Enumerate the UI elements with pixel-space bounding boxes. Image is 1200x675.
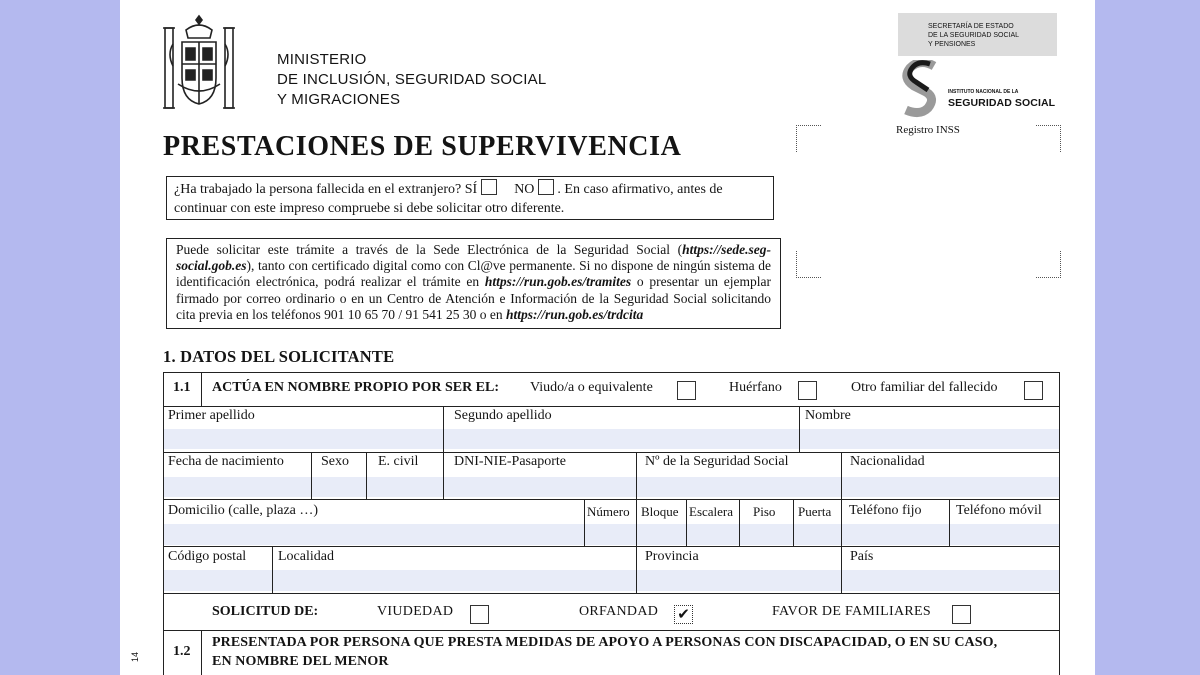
pais-field[interactable] [842,570,1059,591]
stamp-corner [796,125,821,152]
numero-field[interactable] [585,524,636,545]
table-line [201,630,202,675]
foreign-no-checkbox[interactable] [538,179,554,195]
form-page [120,0,1095,675]
foreign-line-2: continuar con este impreso compruebe si debe solicitar otro diferente. [174,201,565,216]
localidad-field[interactable] [273,570,636,591]
nss-field[interactable] [637,477,841,497]
numero-label: Número [587,504,630,519]
segundo-apellido-label: Segundo apellido [454,408,552,423]
estado-civil-label: E. civil [378,454,419,469]
telefono-movil-label: Teléfono móvil [956,503,1042,518]
foreign-yes-checkbox[interactable] [481,179,497,195]
piso-label: Piso [753,504,776,519]
ministry-line-2: DE INCLUSIÓN, SEGURIDAD SOCIAL [277,71,547,88]
fecha-nacimiento-field[interactable] [164,477,311,497]
info-text-3: o presentar un ejemplar firmado por correo ordinario o en un Centro de Atención e Información de la Seguridad Social solicitando cita previa en los teléfonos 901 10 65 70 / 91 541 25 30 o en [176,274,771,322]
favor-familiares-checkbox[interactable] [952,605,971,624]
codigo-postal-field[interactable] [164,570,272,591]
foreign-work-question [166,176,774,220]
table-line [164,499,1059,500]
sexo-field[interactable] [312,477,366,497]
spain-coat-of-arms-icon [160,14,238,116]
foreign-question-text: ¿Ha trabajado la persona fallecida en el extranjero? [174,182,462,197]
orfandad-checkbox[interactable]: ✔ [674,605,693,624]
stamp-corner [1036,251,1061,278]
secretaria-line-2: DE LA SEGURIDAD SOCIAL [928,32,1020,39]
dni-field[interactable] [444,477,636,497]
cita-link[interactable]: https://run.gob.es/trdcita [505,306,644,322]
sexo-label: Sexo [321,454,349,469]
telefono-fijo-label: Teléfono fijo [849,503,922,518]
option-viudo-checkbox[interactable] [677,381,696,400]
tramites-link[interactable]: https://run.gob.es/tramites [484,274,632,290]
option-viudo-label: Viudo/a o equivalente [530,380,653,395]
secretaria-label [898,13,1057,56]
estado-civil-field[interactable] [367,477,443,497]
fecha-nacimiento-label: Fecha de nacimiento [168,454,284,469]
row-1-1-number: 1.1 [173,380,191,395]
codigo-postal-label: Código postal [168,549,247,564]
stamp-corner [796,251,821,278]
orfandad-label: ORFANDAD [579,604,659,619]
telefono-fijo-field[interactable] [842,524,949,545]
foreign-yes-label: SÍ [464,182,478,197]
table-line [164,372,1059,373]
dni-label: DNI-NIE-Pasaporte [454,454,566,469]
registro-label: Registro INSS [896,124,960,136]
table-line [164,452,1059,453]
bloque-field[interactable] [637,524,686,545]
inss-institute-label: INSTITUTO NACIONAL DE LA [948,89,1019,95]
domicilio-field[interactable] [164,524,584,545]
table-line [201,372,202,406]
ministry-line-1: MINISTERIO [277,51,367,68]
escalera-field[interactable] [687,524,739,545]
option-huerfano-checkbox[interactable] [798,381,817,400]
foreign-no-label: NO [514,182,535,197]
option-huerfano-label: Huérfano [729,380,782,395]
bloque-label: Bloque [641,504,679,519]
nacionalidad-label: Nacionalidad [850,454,925,469]
escalera-label: Escalera [689,504,734,519]
secretaria-line-3: Y PENSIONES [928,41,976,48]
solicitud-label: SOLICITUD DE: [212,604,319,619]
table-line [164,546,1059,547]
row-1-1-label: ACTÚA EN NOMBRE PROPIO POR SER EL: [212,380,500,395]
ministry-line-3: Y MIGRACIONES [277,91,401,108]
domicilio-label: Domicilio (calle, plaza …) [168,503,319,518]
row-1-2-line-1: PRESENTADA POR PERSONA QUE PRESTA MEDIDAS DE APOYO A PERSONAS CON DISCAPACIDAD, O EN SU CASO, [212,635,998,650]
info-text-1: Puede solicitar este trámite a través de la Sede Electrónica de la Seguridad Social ( [176,242,683,257]
table-line [164,406,1059,407]
favor-familiares-label: FAVOR DE FAMILIARES [772,604,931,619]
form-title: PRESTACIONES DE SUPERVIVENCIA [163,131,682,162]
viudedad-label: VIUDEDAD [377,604,454,619]
nombre-label: Nombre [805,408,851,423]
secretaria-line-1: SECRETARÍA DE ESTADO [928,23,1014,30]
provincia-field[interactable] [637,570,841,591]
foreign-rest-text: . En caso afirmativo, antes de [557,182,723,197]
nss-label: Nº de la Seguridad Social [645,454,789,469]
section-1-heading: 1. DATOS DEL SOLICITANTE [163,347,395,366]
puerta-field[interactable] [794,524,841,545]
applicant-data-table [163,372,1060,675]
telefono-movil-field[interactable] [950,524,1059,545]
row-1-2-number: 1.2 [173,644,191,659]
nombre-field[interactable] [800,429,1059,449]
inss-name: SEGURIDAD SOCIAL [948,97,1056,109]
option-otro-familiar-label: Otro familiar del fallecido [851,380,998,395]
puerta-label: Puerta [798,504,832,519]
row-1-2-line-2: EN NOMBRE DEL MENOR [212,654,389,669]
nacionalidad-field[interactable] [842,477,1059,497]
side-code: 14 [130,651,140,662]
pais-label: País [850,549,874,564]
provincia-label: Provincia [645,549,699,564]
primer-apellido-field[interactable] [164,429,443,449]
segundo-apellido-field[interactable] [444,429,799,449]
localidad-label: Localidad [278,549,334,564]
option-otro-familiar-checkbox[interactable] [1024,381,1043,400]
table-line [164,593,1059,594]
piso-field[interactable] [740,524,793,545]
electronic-info-box [166,238,781,329]
sede-link[interactable]: https://sede.seg-social.gob.es [176,242,771,274]
stamp-corner [1036,125,1061,152]
info-text-2: ), tanto con certificado digital como con Cl@ve permanente. Si no dispone de ningún sistema de identificación electrónica, podrá realizar el trámite en [176,258,771,290]
table-line [164,630,1059,631]
primer-apellido-label: Primer apellido [168,408,255,423]
viudedad-checkbox[interactable] [470,605,489,624]
ministry-name [277,50,546,110]
inss-logo-icon [900,60,940,118]
